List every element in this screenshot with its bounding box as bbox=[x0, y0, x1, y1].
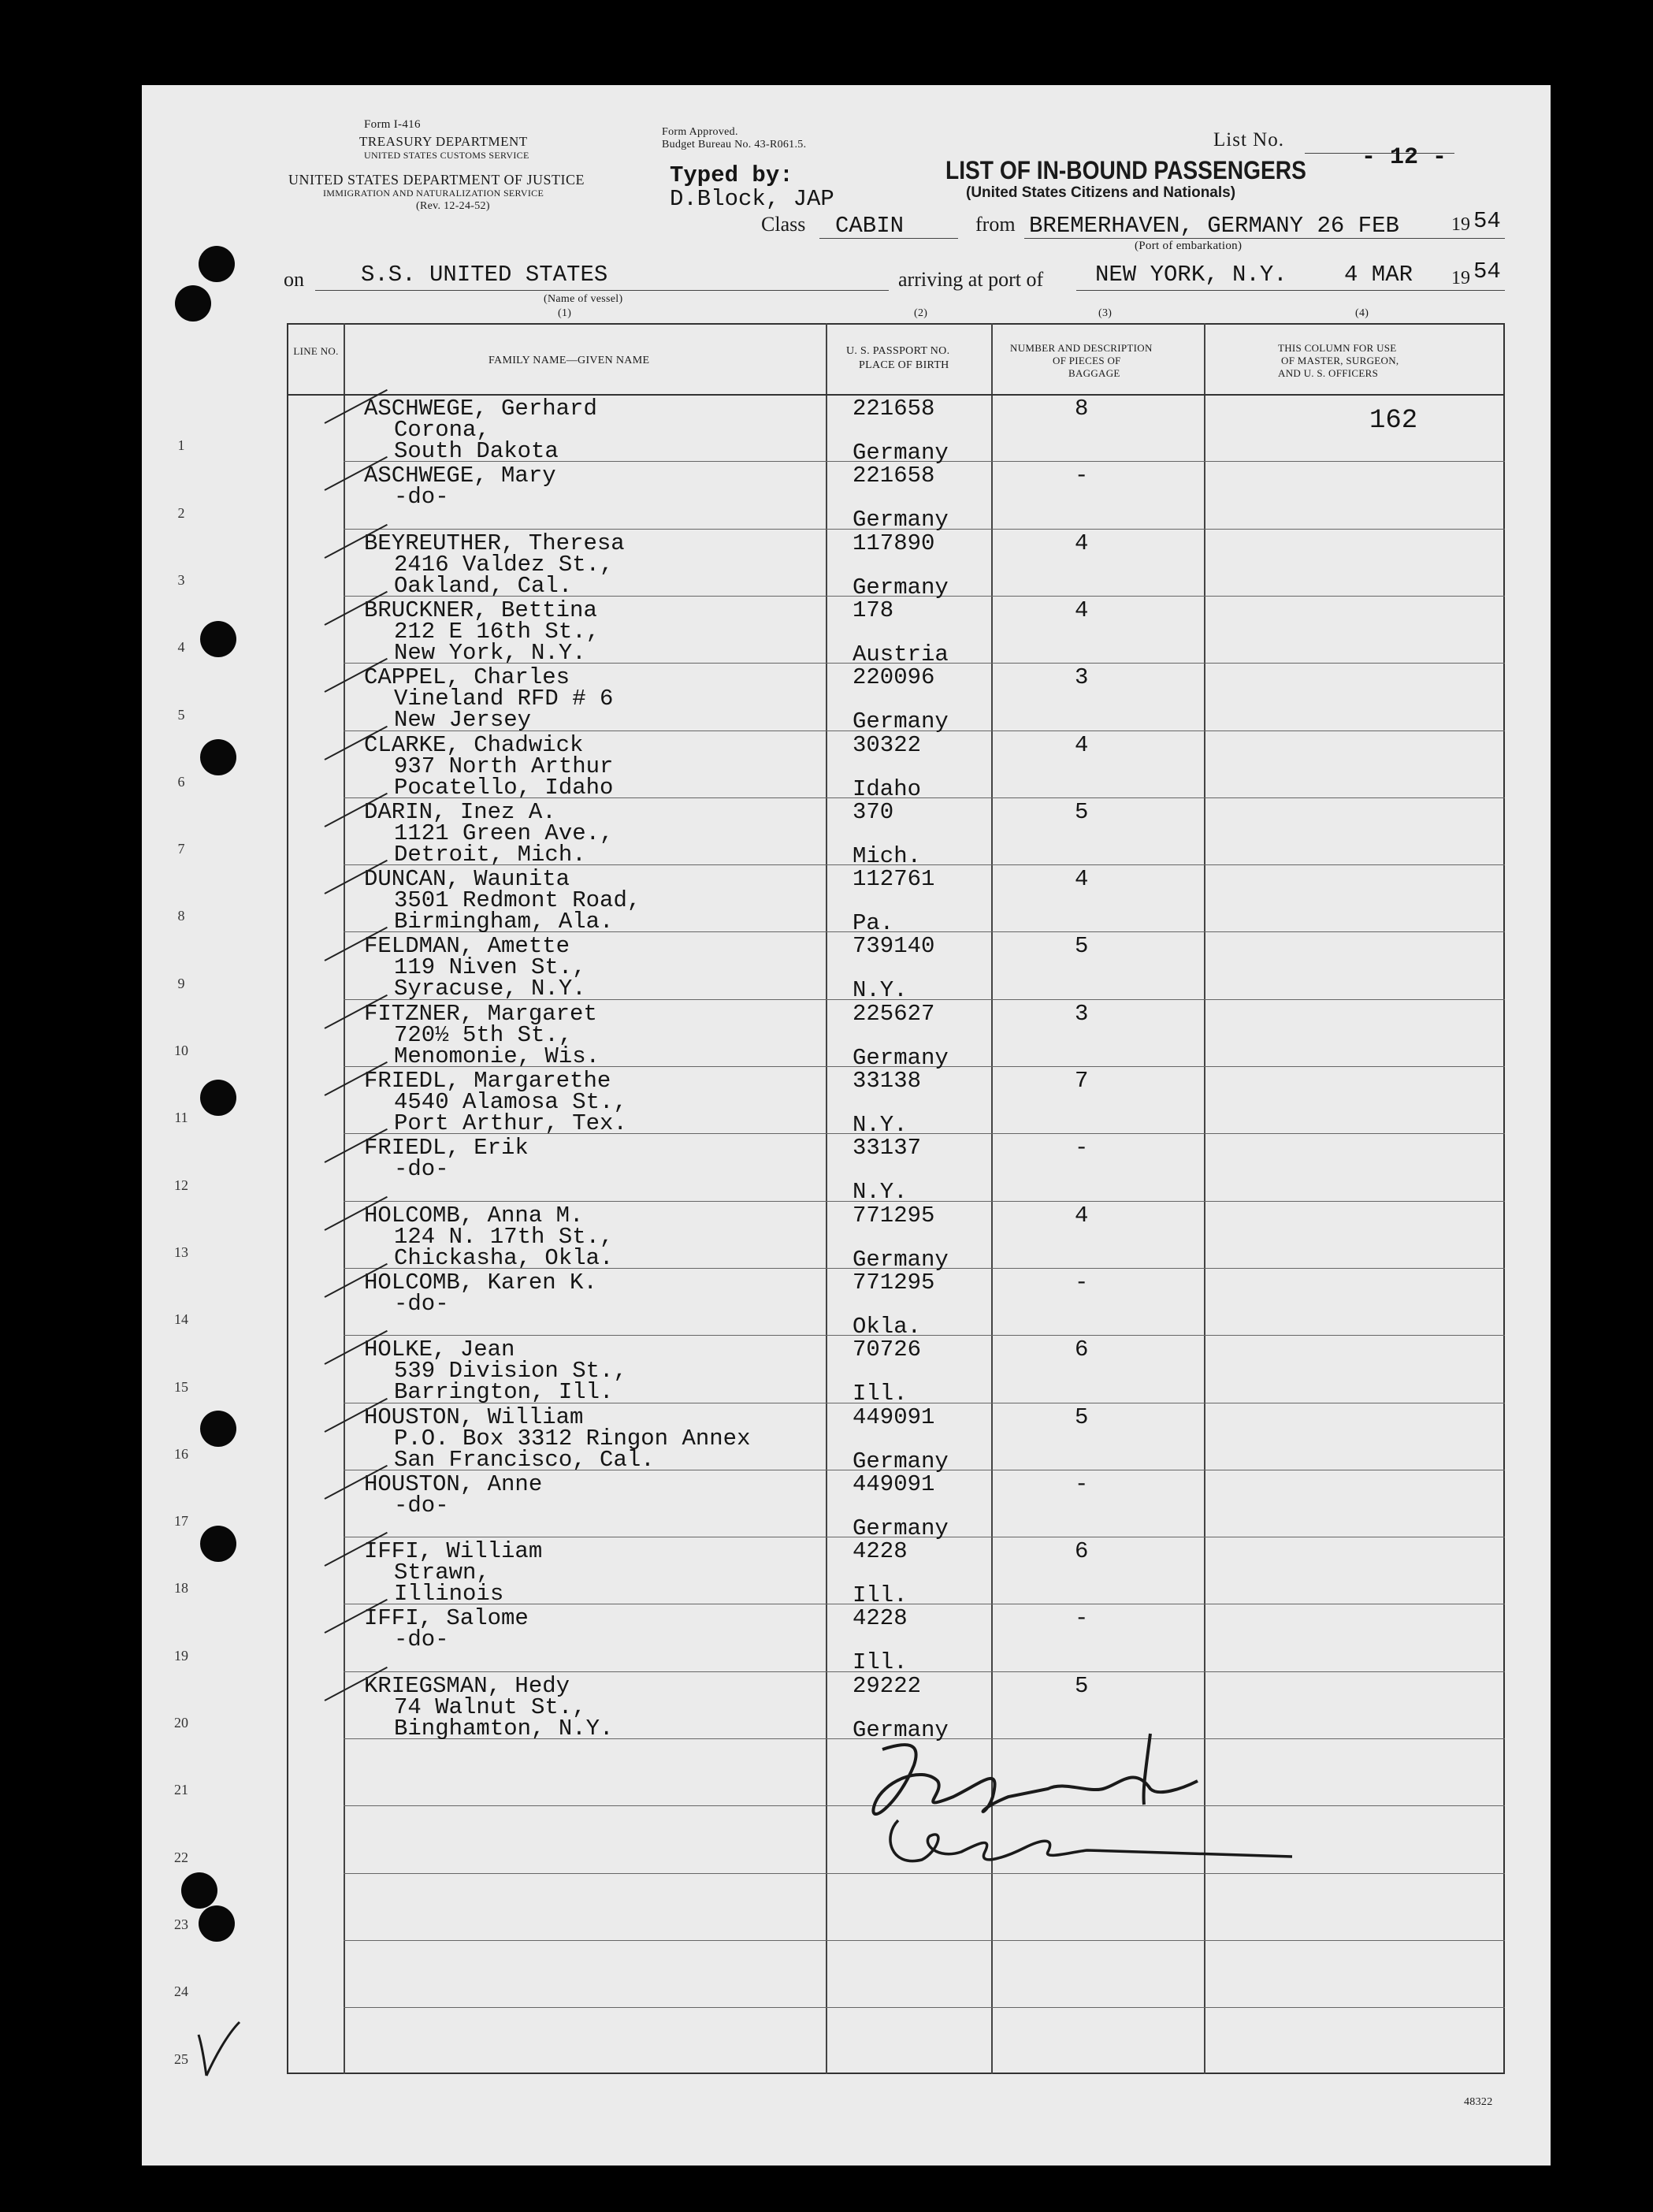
col-header-baggage-3: BAGGAGE bbox=[1068, 367, 1120, 379]
baggage-count: 4 bbox=[1075, 866, 1089, 893]
officer-note: 162 bbox=[1369, 406, 1418, 436]
passenger-address-1: 3501 Redmont Road, bbox=[394, 887, 641, 914]
typed-by-label: Typed by: bbox=[670, 162, 793, 188]
line-number: 23 bbox=[174, 1916, 188, 1932]
passport-number: 225627 bbox=[853, 1000, 935, 1027]
place-of-birth: Pa. bbox=[853, 910, 894, 937]
passport-number: 221658 bbox=[853, 463, 935, 489]
check-mark bbox=[195, 2019, 243, 2082]
dept-justice-sub: IMMIGRATION AND NATURALIZATION SERVICE bbox=[323, 188, 544, 199]
line-number: 18 bbox=[174, 1580, 188, 1597]
form-number: Form I-416 bbox=[364, 118, 421, 131]
col-header-baggage-2: OF PIECES OF bbox=[1053, 355, 1121, 366]
passenger-name: ASCHWEGE, Mary bbox=[364, 463, 556, 489]
passenger-address-2: South Dakota bbox=[394, 438, 559, 464]
vessel-name: S.S. UNITED STATES bbox=[361, 262, 608, 288]
passenger-address-2: San Francisco, Cal. bbox=[394, 1446, 655, 1473]
place-of-birth: N.Y. bbox=[853, 977, 908, 1004]
passenger-address-1: 2416 Valdez St., bbox=[394, 551, 614, 578]
passport-number: 30322 bbox=[853, 731, 922, 758]
baggage-count: 3 bbox=[1075, 664, 1089, 691]
dept-treasury-sub: UNITED STATES CUSTOMS SERVICE bbox=[364, 150, 529, 161]
class-value: CABIN bbox=[835, 213, 905, 239]
place-of-birth: Ill. bbox=[853, 1381, 908, 1407]
baggage-count: 6 bbox=[1075, 1538, 1089, 1565]
passenger-address-2: Detroit, Mich. bbox=[394, 841, 586, 868]
baggage-count: 5 bbox=[1075, 1672, 1089, 1699]
place-of-birth: Germany bbox=[853, 1044, 949, 1071]
passenger-address-2: Syracuse, N.Y. bbox=[394, 976, 586, 1002]
passenger-address-2: New Jersey bbox=[394, 707, 532, 734]
punch-hole bbox=[200, 621, 236, 657]
place-of-birth: Idaho bbox=[853, 775, 922, 802]
place-of-birth: Austria bbox=[853, 641, 949, 667]
line-number: 24 bbox=[174, 1983, 188, 2000]
punch-hole bbox=[200, 1411, 236, 1447]
passenger-address-1: 1121 Green Ave., bbox=[394, 820, 614, 846]
line-number: 14 bbox=[174, 1311, 188, 1328]
passenger-address-1: 720½ 5th St., bbox=[394, 1021, 573, 1048]
passenger-name: BRUCKNER, Bettina bbox=[364, 597, 597, 623]
passport-number: 4228 bbox=[853, 1538, 908, 1565]
passenger-address-2: Binghamton, N.Y. bbox=[394, 1715, 614, 1742]
passenger-address-1: 119 Niven St., bbox=[394, 954, 586, 981]
passenger-address-1: -do- bbox=[394, 1290, 449, 1317]
passenger-address-1: -do- bbox=[394, 1492, 449, 1519]
line-number: 15 bbox=[174, 1378, 188, 1395]
passenger-name: DUNCAN, Waunita bbox=[364, 866, 570, 893]
typed-by-value: D.Block, JAP bbox=[670, 186, 834, 212]
passenger-name: HOLCOMB, Anna M. bbox=[364, 1202, 584, 1229]
passenger-address-2: Pocatello, Idaho bbox=[394, 774, 614, 801]
passenger-name: CLARKE, Chadwick bbox=[364, 731, 584, 758]
place-of-birth: Ill. bbox=[853, 1649, 908, 1676]
baggage-count: 4 bbox=[1075, 597, 1089, 623]
passport-number: 178 bbox=[853, 597, 894, 623]
arrival-year: 54 bbox=[1473, 258, 1501, 284]
passport-number: 771295 bbox=[853, 1269, 935, 1296]
list-no-label: List No. bbox=[1213, 129, 1284, 151]
passenger-name: ASCHWEGE, Gerhard bbox=[364, 396, 597, 422]
form-code: 48322 bbox=[1464, 2096, 1493, 2108]
passport-number: 221658 bbox=[853, 396, 935, 422]
passenger-name: BEYREUTHER, Theresa bbox=[364, 530, 625, 556]
port-embarkation-label: (Port of embarkation) bbox=[1135, 240, 1243, 252]
place-of-birth: Germany bbox=[853, 574, 949, 600]
col-header-passport-2: PLACE OF BIRTH bbox=[859, 359, 949, 371]
line-number: 20 bbox=[174, 1715, 188, 1731]
passenger-address-1: 4540 Alamosa St., bbox=[394, 1089, 627, 1115]
col4-number: (4) bbox=[1355, 307, 1369, 319]
baggage-count: 7 bbox=[1075, 1068, 1089, 1094]
passenger-address-2: Illinois bbox=[394, 1581, 504, 1608]
passport-number: 220096 bbox=[853, 664, 935, 691]
passport-number: 4228 bbox=[853, 1605, 908, 1632]
passenger-address-1: 124 N. 17th St., bbox=[394, 1223, 614, 1250]
line-number: 25 bbox=[174, 2050, 188, 2067]
arrival-year-prefix: 19 bbox=[1451, 268, 1470, 288]
passenger-address-1: Corona, bbox=[394, 417, 490, 443]
form-approved: Form Approved. bbox=[662, 126, 738, 138]
passenger-name: IFFI, William bbox=[364, 1538, 543, 1565]
passenger-name: FITZNER, Margaret bbox=[364, 1000, 597, 1027]
passenger-address-1: 539 Division St., bbox=[394, 1358, 627, 1385]
row-divider bbox=[344, 2007, 1505, 2008]
passenger-address-2: Oakland, Cal. bbox=[394, 572, 573, 599]
place-of-birth: Germany bbox=[853, 1246, 949, 1273]
line-number: 3 bbox=[177, 571, 185, 588]
passenger-address-1: 937 North Arthur bbox=[394, 753, 614, 779]
passport-number: 449091 bbox=[853, 1470, 935, 1497]
passport-number: 739140 bbox=[853, 933, 935, 960]
place-of-birth: Germany bbox=[853, 1515, 949, 1541]
col3-number: (3) bbox=[1098, 307, 1113, 319]
line-number: 2 bbox=[177, 504, 185, 521]
passport-number: 771295 bbox=[853, 1202, 935, 1229]
baggage-count: - bbox=[1075, 1605, 1089, 1632]
passenger-address-1: 74 Walnut St., bbox=[394, 1693, 586, 1720]
place-of-birth: Germany bbox=[853, 507, 949, 533]
revision: (Rev. 12-24-52) bbox=[416, 200, 490, 212]
place-of-birth: Okla. bbox=[853, 1313, 922, 1340]
passenger-address-1: Strawn, bbox=[394, 1560, 490, 1586]
baggage-count: 4 bbox=[1075, 530, 1089, 556]
passenger-name: FELDMAN, Amette bbox=[364, 933, 570, 960]
line-number: 4 bbox=[177, 639, 185, 656]
row-divider bbox=[344, 1671, 1505, 1672]
baggage-count: 6 bbox=[1075, 1336, 1089, 1363]
passenger-name: IFFI, Salome bbox=[364, 1605, 529, 1632]
line-number: 11 bbox=[174, 1110, 188, 1126]
baggage-count: 5 bbox=[1075, 1403, 1089, 1430]
place-of-birth: Germany bbox=[853, 708, 949, 735]
punch-hole bbox=[199, 1905, 235, 1942]
line-number: 5 bbox=[177, 706, 185, 723]
passenger-name: DARIN, Inez A. bbox=[364, 798, 556, 825]
class-label: Class bbox=[761, 213, 806, 236]
line-number: 16 bbox=[174, 1445, 188, 1462]
passenger-address-2: Barrington, Ill. bbox=[394, 1379, 614, 1406]
line-number: 12 bbox=[174, 1177, 188, 1193]
place-of-birth: N.Y. bbox=[853, 1112, 908, 1138]
vessel-label: (Name of vessel) bbox=[544, 293, 623, 305]
passenger-name: FRIEDL, Erik bbox=[364, 1135, 529, 1162]
col-header-officers-3: AND U. S. OFFICERS bbox=[1278, 367, 1379, 379]
passenger-address-2: Port Arthur, Tex. bbox=[394, 1110, 627, 1136]
punch-hole bbox=[200, 739, 236, 775]
passport-number: 117890 bbox=[853, 530, 935, 556]
col-header-name: FAMILY NAME—GIVEN NAME bbox=[488, 355, 650, 366]
row-divider bbox=[344, 1335, 1505, 1336]
punch-hole bbox=[199, 246, 235, 282]
passenger-address-2: Chickasha, Okla. bbox=[394, 1244, 614, 1271]
list-no-value: - 12 - bbox=[1361, 144, 1447, 171]
place-of-birth: Ill. bbox=[853, 1582, 908, 1609]
arrival-port: NEW YORK, N.Y. bbox=[1095, 262, 1287, 288]
on-label: on bbox=[284, 268, 304, 291]
line-number: 17 bbox=[174, 1513, 188, 1530]
row-divider bbox=[344, 1940, 1505, 1941]
passenger-name: KRIEGSMAN, Hedy bbox=[364, 1672, 570, 1699]
passport-number: 370 bbox=[853, 798, 894, 825]
col-header-baggage-1: NUMBER AND DESCRIPTION bbox=[1010, 342, 1153, 354]
place-of-birth: Germany bbox=[853, 1448, 949, 1474]
place-of-birth: Germany bbox=[853, 440, 949, 466]
passenger-address-1: -do- bbox=[394, 484, 449, 511]
from-year-prefix: 19 bbox=[1451, 214, 1470, 235]
punch-hole bbox=[175, 285, 211, 322]
arrival-date: 4 MAR bbox=[1344, 262, 1413, 288]
baggage-count: 3 bbox=[1075, 1000, 1089, 1027]
line-number: 9 bbox=[177, 975, 185, 991]
from-value: BREMERHAVEN, GERMANY 26 FEB bbox=[1029, 213, 1399, 239]
passport-number: 112761 bbox=[853, 866, 935, 893]
baggage-count: 8 bbox=[1075, 396, 1089, 422]
col-header-officers-1: THIS COLUMN FOR USE bbox=[1278, 342, 1397, 354]
place-of-birth: Germany bbox=[853, 1716, 949, 1743]
col1-number: (1) bbox=[558, 307, 572, 319]
line-number: 10 bbox=[174, 1043, 188, 1058]
baggage-count: 4 bbox=[1075, 731, 1089, 758]
passenger-address-2: New York, N.Y. bbox=[394, 639, 586, 666]
col-header-passport-1: U. S. PASSPORT NO. bbox=[846, 345, 950, 357]
line-number: 7 bbox=[177, 841, 185, 857]
passenger-name: HOLKE, Jean bbox=[364, 1336, 515, 1363]
col-header-officers-2: OF MASTER, SURGEON, bbox=[1281, 355, 1399, 366]
baggage-count: - bbox=[1075, 1269, 1089, 1296]
passenger-address-1: P.O. Box 3312 Ringon Annex bbox=[394, 1425, 751, 1452]
row-divider bbox=[344, 1201, 1505, 1202]
punch-hole bbox=[200, 1080, 236, 1116]
dept-treasury: TREASURY DEPARTMENT bbox=[359, 134, 528, 149]
line-number: 6 bbox=[177, 773, 185, 790]
passenger-address-2: Birmingham, Ala. bbox=[394, 909, 614, 935]
punch-hole bbox=[200, 1526, 236, 1562]
baggage-count: 5 bbox=[1075, 798, 1089, 825]
passport-number: 33138 bbox=[853, 1068, 922, 1094]
baggage-count: - bbox=[1075, 463, 1089, 489]
budget-bureau: Budget Bureau No. 43-R061.5. bbox=[662, 139, 807, 151]
baggage-count: 4 bbox=[1075, 1202, 1089, 1229]
from-year: 54 bbox=[1473, 208, 1501, 234]
passport-number: 70726 bbox=[853, 1336, 922, 1363]
punch-hole bbox=[181, 1872, 217, 1909]
passenger-name: HOUSTON, William bbox=[364, 1403, 584, 1430]
passenger-name: HOLCOMB, Karen K. bbox=[364, 1269, 597, 1296]
col-header-line-no: LINE NO. bbox=[293, 345, 339, 357]
passenger-address-1: -do- bbox=[394, 1626, 449, 1653]
passenger-address-1: Vineland RFD # 6 bbox=[394, 686, 614, 712]
passenger-address-1: -do- bbox=[394, 1156, 449, 1183]
baggage-count: - bbox=[1075, 1470, 1089, 1497]
passenger-name: HOUSTON, Anne bbox=[364, 1470, 543, 1497]
passenger-address-1: 212 E 16th St., bbox=[394, 618, 600, 645]
passport-number: 29222 bbox=[853, 1672, 922, 1699]
signature bbox=[851, 1718, 1292, 1907]
passenger-address-2: Menomonie, Wis. bbox=[394, 1043, 600, 1069]
dept-justice: UNITED STATES DEPARTMENT OF JUSTICE bbox=[288, 172, 585, 188]
place-of-birth: N.Y. bbox=[853, 1179, 908, 1206]
page-subtitle: (United States Citizens and Nationals) bbox=[966, 184, 1236, 201]
baggage-count: - bbox=[1075, 1135, 1089, 1162]
arriving-label: arriving at port of bbox=[898, 268, 1044, 291]
passenger-name: FRIEDL, Margarethe bbox=[364, 1068, 611, 1094]
from-label: from bbox=[975, 213, 1016, 236]
line-number: 13 bbox=[174, 1244, 188, 1260]
line-number: 21 bbox=[174, 1782, 188, 1798]
line-number: 19 bbox=[174, 1647, 188, 1664]
line-number: 1 bbox=[177, 437, 185, 454]
passport-number: 449091 bbox=[853, 1403, 935, 1430]
line-number: 8 bbox=[177, 908, 185, 924]
col2-number: (2) bbox=[914, 307, 928, 319]
passenger-name: CAPPEL, Charles bbox=[364, 664, 570, 691]
line-number: 22 bbox=[174, 1849, 188, 1865]
baggage-count: 5 bbox=[1075, 933, 1089, 960]
place-of-birth: Mich. bbox=[853, 842, 922, 869]
passport-number: 33137 bbox=[853, 1135, 922, 1162]
page-title: LIST OF IN-BOUND PASSENGERS bbox=[945, 156, 1306, 184]
